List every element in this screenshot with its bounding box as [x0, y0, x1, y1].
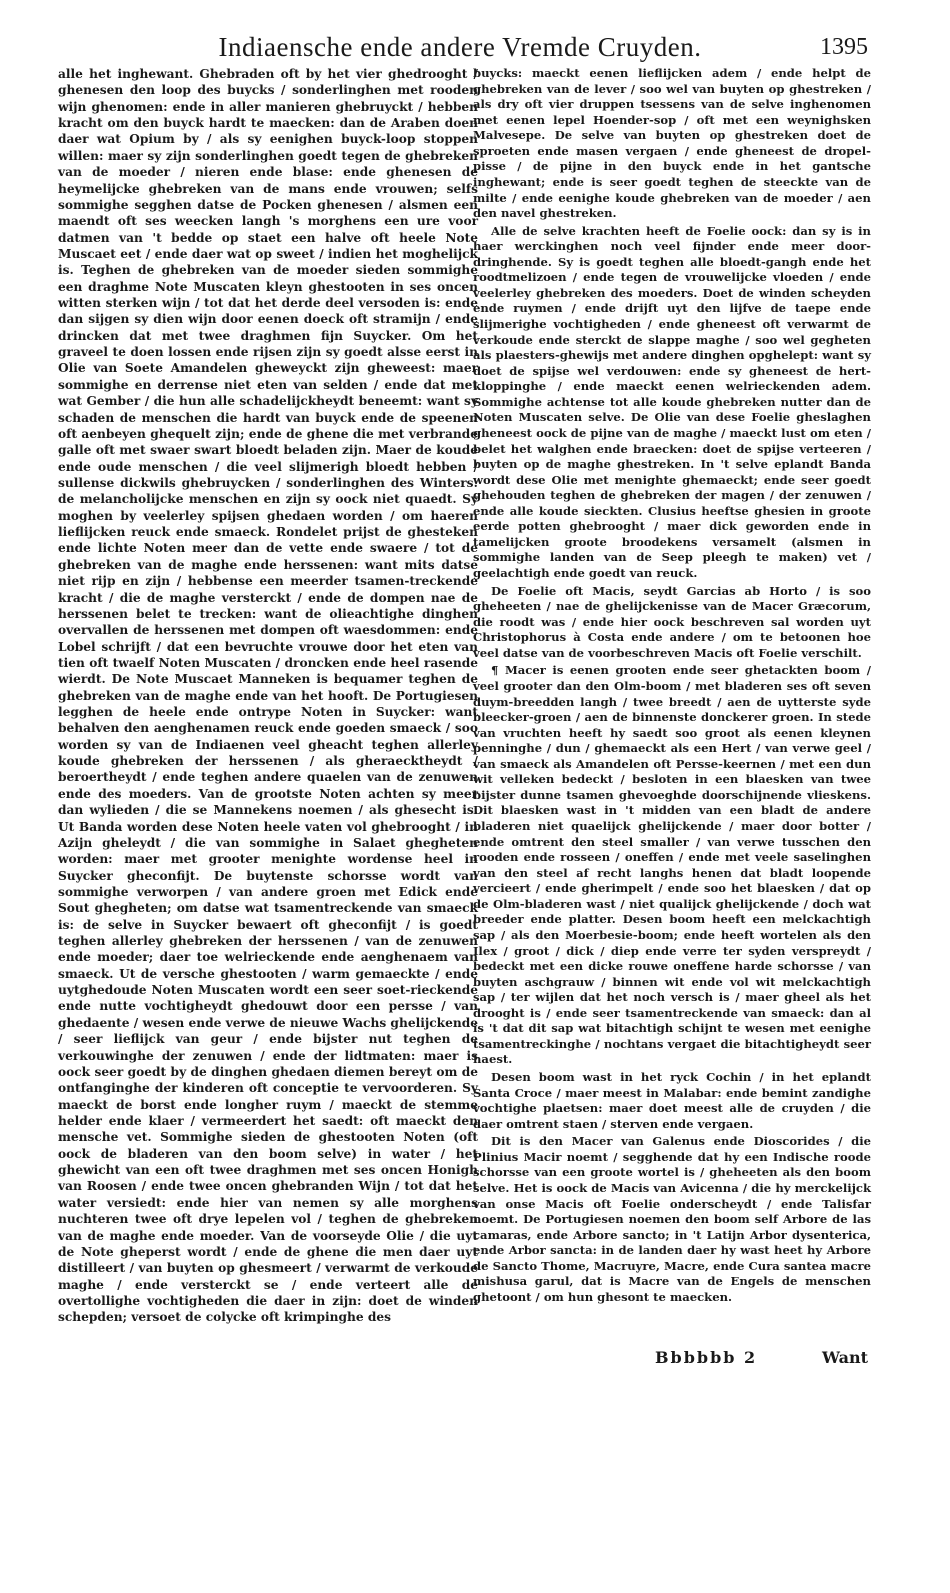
- paragraph: alle het inghewant. Ghebraden oft by het vier ghedrooght / ghenesen den loop des buycks / sonderlinghen met rooden wijn ghenomen: ende in aller manieren ghebruyckt / hebben kracht om den buyck hardt te maecken: dan de Araben doen daer wat Opium by / als sy eenighen buyck-loop stoppen willen: maer sy zijn sonderlinghen goedt tegen de ghebreken van de moeder / nieren ende blase: ende ghenesen de heymelijcke ghebreken van de mans ende vrouwen; selfs sommighe segghen datse de Pocken ghenesen / alsmen een maendt oft ses weecken langh 's morghens een ure voor datmen van 't bedde op staet een halve oft heele Note Muscaet eet / ende daer wat op sweet / indien het moghelijck is. Teghen de ghebreken van de moeder sieden sommighe een draghme Note Muscaten kleyn ghestooten in ses oncen witten sterken wijn / tot dat het derde deel versoden is: ende dan sijgen sy dien wijn door eenen doeck oft stramijn / ende drincken dat met twee draghmen fijn Suycker. Om het graveel te doen lossen ende rijsen zijn sy goedt alsse eerst in Olie van Soete Amandelen gheweyckt zijn gheweest: maer sommighe en derrense niet eten van selden / ende dat met wat Gember / die hun alle schadelijckheydt beneemt: want sy schaden de menschen die hardt van buyck ende de speenen oft aenbeyen ghequelt zijn; ende de ghene die met verbrande galle oft met swaer swart bloedt beladen zijn. Maer de koude ende oude menschen / die veel slijmerigh bloedt hebben / sullense dickwils ghebruycken / sonderlinghen des Winters: de melancholijcke menschen en zijn sy oock niet quaedt. Sy moghen by veelerley spijsen ghedaen worden / om haeren lieflijcken reuck ende smaeck. Rondelet prijst de ghesteken ende lichte Noten meer dan de vette ende swaere / tot de ghebreken van de maghe ende herssenen: want mits datse niet rijp en zijn / hebbense een meerder tsamen-treckende kracht / die de maghe versterckt / ende de dompen nae de herssenen belet te trecken: want de olieachtighe dinghen overvallen de herssenen met dompen oft waesdommen: ende Lobel schrijft / dat een bevruchte vrouwe door het eten van tien oft twaelf Noten Muscaten / droncken ende heel rasende wierdt. De Note Muscaet Manneken is bequamer teghen de ghebreken van de maghe ende van het hooft. De Portugiesen legghen de heele ende ontrype Noten in Suycker: want behalven den aenghenamen reuck ende goeden smaeck / soo worden sy van de Indiaenen veel gheacht teghen allerley koude ghebreken der herssenen / als gheraecktheydt / beroertheydt / ende teghen andere quaelen van de zenuwen ende des moeders. Van de grootste Noten achten sy meer dan wylieden / die se Mannekens noemen / als ghesecht is. Ut Banda worden dese Noten heele vaten vol ghebrooght / in Azijn gheleydt / die van sommighe in Salaet ghegheten worden: maer met grooter menighte wordense heel in Suycker gheconfijt. De buytenste schorsse wordt van sommighe verworpen / van andere groen met Edick ende Sout ghegheten; om datse wat tsamentreckende van smaeck is: de selve in Suycker bewaert oft gheconfijt / is goedt teghen allerley ghebreken der herssenen / van de zenuwen ende moeder; daer toe welrieckende ende aenghenaem van smaeck. Ut de versche ghestooten / warm gemaeckte / ende uytghedoude Noten Muscaten wordt een seer soet-rieckende ende nutte vochtigheydt ghedouwt door een persse / van ghedaente / wesen ende verwe de nieuwe Wachs ghelijckende / seer lieflijck van geur / ende bijster nut teghen de verkouwinghe der zenuwen / ende der lidtmaten: maer is oock seer goedt by de dinghen ghedaen diemen bereyt om de ontfanginghe der kinderen oft conceptie te vervoorderen. Sy maeckt de borst ende longher ruym / maeckt de stemme helder ende klaer / vermeerdert het saedt: oft maeckt den mensche vet. Sommighe sieden de ghestooten Noten (oft oock de bladeren van den boom selve) in water / het ghewicht van een oft twee draghmen met ses oncen Honigh van Roosen / ende twee oncen ghebranden Wijn / tot dat het water versiedt: ende hier van nemen sy alle morghens nuchteren twee oft drye lepelen vol / teghen de ghebreken van de maghe ende moeder. Van de voorseyde Olie / die uyt de Note gheperst wordt / ende de ghene die men daer uyt distilleert / van buyten op ghesmeert / verwarmt de verkoude maghe / ende versterckt se / ende verteert alle de overtollighe vochtigheden die daer in zijn: doet de winden schepden; versoet de colycke oft krimpinghe des: [58, 67, 478, 1325]
- paragraph: Alle de selve krachten heeft de Foelie oock: dan sy is in haer werckinghen noch veel fijnder ende meer door-dringhende. Sy is goedt teghen alle bloedt-gangh ende het roodtmelizoen / ende tegen de vrouwelijcke vloeden / ende veelerley ghebreken des moeders. Doet de winden scheyden ende ruymen / ende drijft uyt den lijfve de taepe ende slijmerighe vochtigheden / ende gheneest oft verwarmt de verkoude ende sterckt de slappe maghe / soo wel gegheten als plaesters-ghewijs met andere dinghen opghelept: want sy doet de spijse wel verdouwen: ende sy gheneest de hert-kloppinghe / ende maeckt eenen welrieckenden adem. Sommighe achtense tot alle koude ghebreken nutter dan de Noten Muscaten selve. De Olie van dese Foelie gheslaghen gheneest oock de pijne van de maghe / maeckt lust om eten / belet het walghen ende braecken: doet de spijse verteeren / buyten op de maghe ghestreken. In 't selve eplandt Banda wordt dese Olie met menighte ghemaeckt; ende seer goedt ghehouden teghen de ghebreken der magen / der zenuwen / ende alle koude sieckten. Clusius heeftse ghesien in groote eerde potten ghebrooght / maer dick geworden ende in tamelijcken groote broodekens versamelt (alsmen in sommighe landen van de Seep pleegh te maken) vet / geelachtigh ende goedt van reuck.: [473, 223, 871, 580]
- left-text-column: [58, 66, 478, 1326]
- paragraph: De Foelie oft Macis, seydt Garcias ab Horto / is soo gheheeten / nae de ghelijckenisse van de Macer Græcorum, die roodt was / ende hier oock beschreven sal worden uyt Christophorus à Costa ende andere / om te betoonen hoe veel datse van de voorbeschreven Macis oft Foelie verschilt.: [473, 583, 871, 660]
- right-text-column: [473, 66, 871, 1305]
- running-title: Indiaensche ende andere Vremde Cruyden.: [218, 32, 702, 62]
- page-number: 1395: [820, 34, 868, 60]
- catchword: Want: [822, 1348, 868, 1367]
- paragraph: Dit is den Macer van Galenus ende Dioscorides / die Plinius Macir noemt / segghende dat hy een Indische roode schorsse van een groote wortel is / gheheeten als den boom selve. Het is oock de Macis van Avicenna / die hy merckelijck van onse Macis oft Foelie onderscheydt / ende Talisfar noemt. De Portugiesen noemen den boom self Arbore de las camaras, ende Arbore sancto; in 't Latijn Arbor dysenterica, ende Arbor sancta: in de landen daer hy wast heet hy Arbore de Sancto Thome, Macruyre, Macre, ende Cura santea macre mishusa garul, dat is Macre van de Engels de menschen ghetoont / om hun ghesont te maecken.: [473, 1134, 871, 1304]
- signature-mark: Bbbbbb 2: [655, 1348, 758, 1367]
- paragraph: Desen boom wast in het ryck Cochin / in het eplandt Santa Croce / maer meest in Malabar: ende bemint zandighe vochtighe plaetsen: maer doet meest alle de cruyden / die daer omtrent staen / sterven ende vergaen.: [473, 1070, 871, 1131]
- paragraph: buycks: maeckt eenen lieflijcken adem / ende helpt de ghebreken van de lever / soo wel van buyten op ghestreken / als dry oft vier druppen tsessens van de selve inghenomen met eenen lepel Hoender-sop / oft met een weynighsken Malvesepe. De selve van buyten op ghestreken doet de sproeten ende masen vergaen / ende gheneest de dropel-pisse / de pijne in den buyck ende in het gantsche inghewant; ende is seer goedt teghen de steeckte van de milte / ende eenighe koude ghebreken van de moeder / aen den navel ghestreken.: [473, 66, 871, 221]
- paragraph: ¶ Macer is eenen grooten ende seer ghetackten boom / veel grooter dan den Olm-boom / met bladeren ses oft seven duym-breedden langh / twee breedt / aen de uytterste syde bleecker-groen / aen de binnenste donckerer groen. In stede van vruchten heeft hy saedt soo groot als eenen kleynen penninghe / dun / ghemaeckt als een Hert / van verwe geel / van smaeck als Amandelen oft Persse-keernen / met een dun wit velleken bedeckt / besloten in een blaesken van twee bijster dunne tsamen ghevoeghde doorschijnende vlieskens. Dit blaesken wast in 't midden van een bladt de andere bladeren niet quaelijck ghelijckende / maer door botter / ende omtrent den steel smaller / van verwe tusschen den rooden ende rosseen / oneffen / ende met veele saselinghen van den steel af recht langhs henen dat bladt loopende vercieert / ende gherimpelt / ende soo het blaesken / dat op de Olm-bladeren wast / niet qualijck ghelijckende / doch wat breeder ende platter. Desen boom heeft een melckachtigh sap / als den Moerbesie-boom; ende heeft wortelen als den Ilex / groot / dick / diep ende verre ter syden verspreydt / bedeckt met een dicke rouwe oneffene harde schorsse / van buyten aschgrauw / binnen wit ende vol wit melckachtigh sap / ter wijlen dat het noch versch is / maer gheel als het drooght is / ende seer tsamentreckende van smaeck: dan al is 't dat dit sap wat bitachtigh schijnt te wesen met eenighe tsamentreckinghe / nochtans vergaet die bitachtigheydt seer haest.: [473, 663, 871, 1067]
